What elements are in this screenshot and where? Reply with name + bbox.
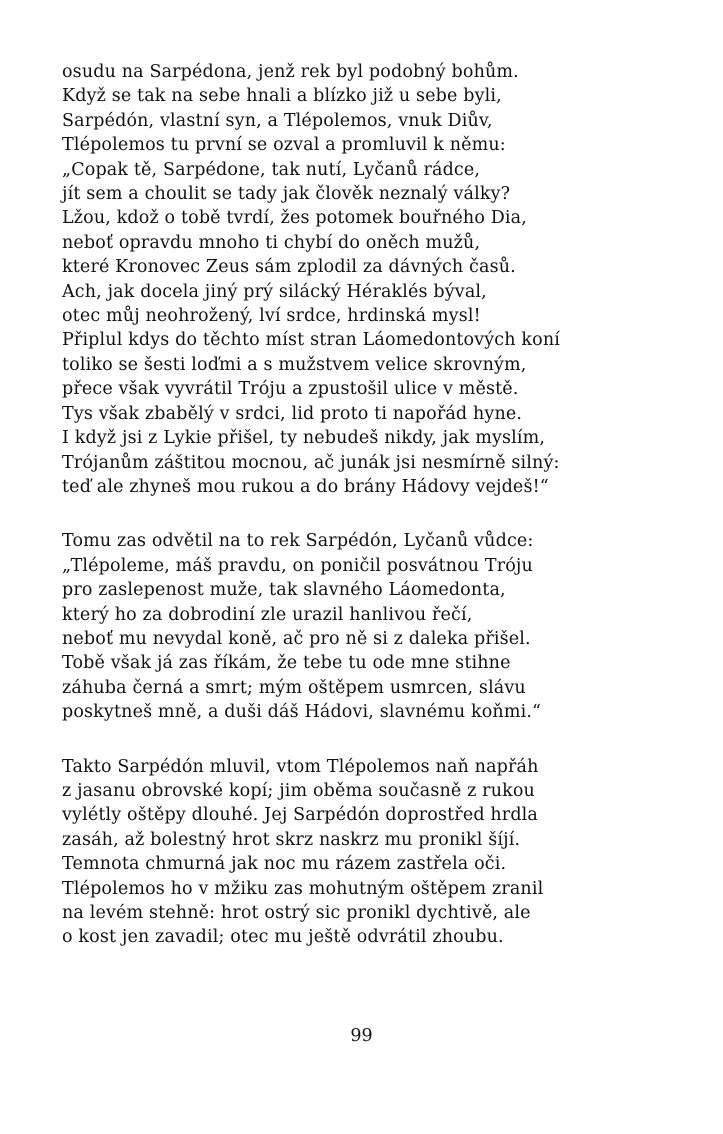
page-number: 99 [350,1026,373,1046]
verse-line: Připlul kdys do těchto míst stran Láomedontových koní [62,330,560,351]
verse-line: pro zaslepenost muže, tak slavného Láomedonta, [62,580,506,601]
stanza-2 [62,529,662,724]
verse-line: jít sem a choulit se tady jak člověk neznalý války? [62,184,511,205]
verse-line: na levém stehně: hrot ostrý sic pronikl dychtivě, ale [62,903,531,923]
verse-line: Trójanům záštitou mocnou, ač junák jsi nesmírně silný: [62,452,560,473]
verse-line: Sarpédón, vlastní syn, a Tlépolemos, vnuk Diův, [62,110,493,131]
verse-line: Tlépolemos tu první se ozval a promluvil k němu: [62,135,506,156]
verse-line: Tlépolemos ho v mžiku zas mohutným oštěpem zranil [62,878,544,899]
verse-line: Tobě však já zas říkám, že tebe tu ode mne stihne [62,653,511,674]
verse-line: z jasanu obrovské kopí; jim oběma současně z rukou [62,780,535,801]
verse-line: osudu na Sarpédona, jenž rek byl podobný bohům. [62,62,519,82]
verse-line: Když se tak na sebe hnali a blízko již u sebe byli, [62,86,502,107]
verse-line: který ho za dobrodiní zle urazil hanlivou řečí, [62,604,473,625]
verse-line: Takto Sarpédón mluvil, vtom Tlépolemos naň napřáh [62,756,539,777]
stanza-1 [62,60,662,499]
verse-line: Ach, jak docela jiný prý silácký Héraklés býval, [62,281,487,302]
verse-line: Temnota chmurná jak noc mu rázem zastřela oči. [62,854,507,875]
verse-line: o kost jen zavadil; otec mu ještě odvrátil zhoubu. [62,927,504,948]
verse-line: „Tlépoleme, máš pravdu, on poničil posvátnou Tróju [62,555,533,576]
verse-line: otec můj neohrožený, lví srdce, hrdinská mysl! [62,306,481,327]
verse-line: Lžou, kdož o tobě tvrdí, žes potomek bouřného Dia, [62,208,527,229]
stanza-3 [62,755,662,950]
verse-line: Tomu zas odvětil na to rek Sarpédón, Lyčanů vůdce: [62,531,534,552]
verse-line: Tys však zbabělý v srdci, lid proto ti napořád hyne. [62,403,523,424]
verse-line: přece však vyvrátil Tróju a zpustošil ulice v městě. [62,379,519,400]
verse-line: které Kronovec Zeus sám zplodil za dávných časů. [62,257,516,278]
verse-line: toliko se šesti loďmi a s mužstvem velice skrovným, [62,354,527,375]
verse-line: poskytneš mně, a duši dáš Hádovi, slavnému koňmi.“ [62,702,542,723]
verse-line: „Copak tě, Sarpédone, tak nutí, Lyčanů rádce, [62,159,481,180]
verse-line: teď ale zhyneš mou rukou a do brány Hádovy vejdeš!“ [62,476,549,497]
verse-line: záhuba černá a smrt; mým oštěpem usmrcen, slávu [62,677,526,698]
verse-line: vylétly oštěpy dlouhé. Jej Sarpédón doprostřed hrdla [62,805,539,826]
verse-line: neboť mu nevydal koně, ač pro ně si z daleka přišel. [62,628,531,649]
verse-line: neboť opravdu mnoho ti chybí do oněch mužů, [62,232,481,253]
verse-line: zasáh, až bolestný hrot skrz naskrz mu pronikl šíjí. [62,829,521,850]
poem-text [62,60,662,980]
verse-line: I když jsi z Lykie přišel, ty nebudeš nikdy, jak myslím, [62,428,546,449]
